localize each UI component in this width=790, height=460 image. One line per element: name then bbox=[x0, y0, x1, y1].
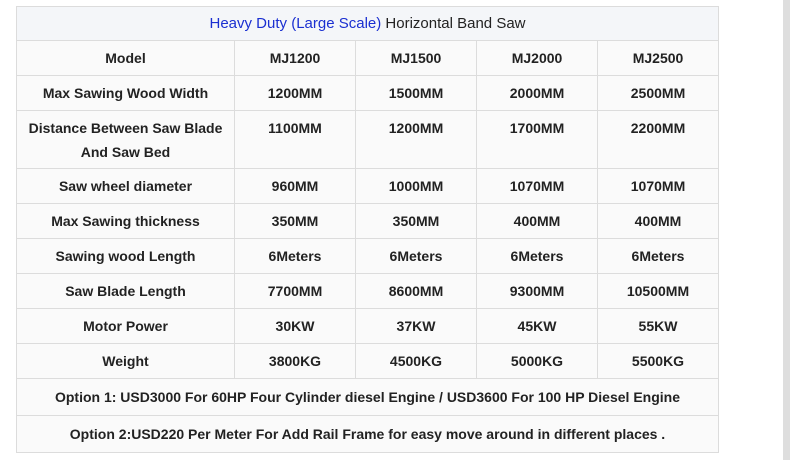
row-label: Motor Power bbox=[17, 309, 235, 344]
table-row bbox=[17, 204, 719, 239]
table-cell: 55KW bbox=[598, 309, 719, 344]
table-cell: 2200MM bbox=[598, 111, 719, 169]
table-cell: 5500KG bbox=[598, 344, 719, 379]
table-cell: 6Meters bbox=[356, 239, 477, 274]
table-cell: 350MM bbox=[235, 204, 356, 239]
table-row bbox=[17, 344, 719, 379]
table-cell: 7700MM bbox=[235, 274, 356, 309]
table-row bbox=[17, 111, 719, 169]
table-cell: 1200MM bbox=[235, 76, 356, 111]
header-cell-mj1500: MJ1500 bbox=[356, 41, 477, 76]
table-cell: 6Meters bbox=[477, 239, 598, 274]
table-cell: 1070MM bbox=[477, 169, 598, 204]
row-label: Distance Between Saw Blade And Saw Bed bbox=[17, 111, 235, 169]
table-cell: 6Meters bbox=[598, 239, 719, 274]
table-cell: 37KW bbox=[356, 309, 477, 344]
table-cell: 9300MM bbox=[477, 274, 598, 309]
spec-table-container bbox=[16, 6, 718, 453]
table-cell: 1700MM bbox=[477, 111, 598, 169]
option-2-text: Option 2:USD220 Per Meter For Add Rail Frame for easy move around in different places . bbox=[17, 416, 719, 453]
table-row bbox=[17, 309, 719, 344]
table-cell: 6Meters bbox=[235, 239, 356, 274]
table-cell: 1000MM bbox=[356, 169, 477, 204]
header-cell-mj1200: MJ1200 bbox=[235, 41, 356, 76]
table-cell: 1200MM bbox=[356, 111, 477, 169]
title-row bbox=[17, 7, 719, 41]
table-cell: 2500MM bbox=[598, 76, 719, 111]
option-row bbox=[17, 379, 719, 416]
table-cell: 3800KG bbox=[235, 344, 356, 379]
table-row bbox=[17, 274, 719, 309]
table-cell: 30KW bbox=[235, 309, 356, 344]
header-cell-model: Model bbox=[17, 41, 235, 76]
table-cell: 4500KG bbox=[356, 344, 477, 379]
table-cell: 10500MM bbox=[598, 274, 719, 309]
row-label: Saw Blade Length bbox=[17, 274, 235, 309]
table-cell: 8600MM bbox=[356, 274, 477, 309]
table-cell: 45KW bbox=[477, 309, 598, 344]
row-label: Max Sawing Wood Width bbox=[17, 76, 235, 111]
table-cell: 400MM bbox=[598, 204, 719, 239]
row-label: Sawing wood Length bbox=[17, 239, 235, 274]
scrollbar-track[interactable] bbox=[783, 0, 790, 460]
table-cell: 1500MM bbox=[356, 76, 477, 111]
header-cell-mj2500: MJ2500 bbox=[598, 41, 719, 76]
table-row bbox=[17, 239, 719, 274]
row-label: Saw wheel diameter bbox=[17, 169, 235, 204]
table-cell: 5000KG bbox=[477, 344, 598, 379]
title-rest: Horizontal Band Saw bbox=[381, 15, 526, 32]
header-row bbox=[17, 41, 719, 76]
table-title bbox=[17, 7, 719, 41]
option-row bbox=[17, 416, 719, 453]
row-label: Weight bbox=[17, 344, 235, 379]
table-cell: 400MM bbox=[477, 204, 598, 239]
table-cell: 1070MM bbox=[598, 169, 719, 204]
table-cell: 350MM bbox=[356, 204, 477, 239]
table-cell: 2000MM bbox=[477, 76, 598, 111]
header-cell-mj2000: MJ2000 bbox=[477, 41, 598, 76]
option-1-text: Option 1: USD3000 For 60HP Four Cylinder diesel Engine / USD3600 For 100 HP Diesel Engine bbox=[17, 379, 719, 416]
table-row bbox=[17, 76, 719, 111]
row-label: Max Sawing thickness bbox=[17, 204, 235, 239]
table-row bbox=[17, 169, 719, 204]
title-highlight: Heavy Duty (Large Scale) bbox=[209, 15, 382, 32]
table-cell: 960MM bbox=[235, 169, 356, 204]
spec-table bbox=[16, 6, 719, 453]
table-cell: 1100MM bbox=[235, 111, 356, 169]
